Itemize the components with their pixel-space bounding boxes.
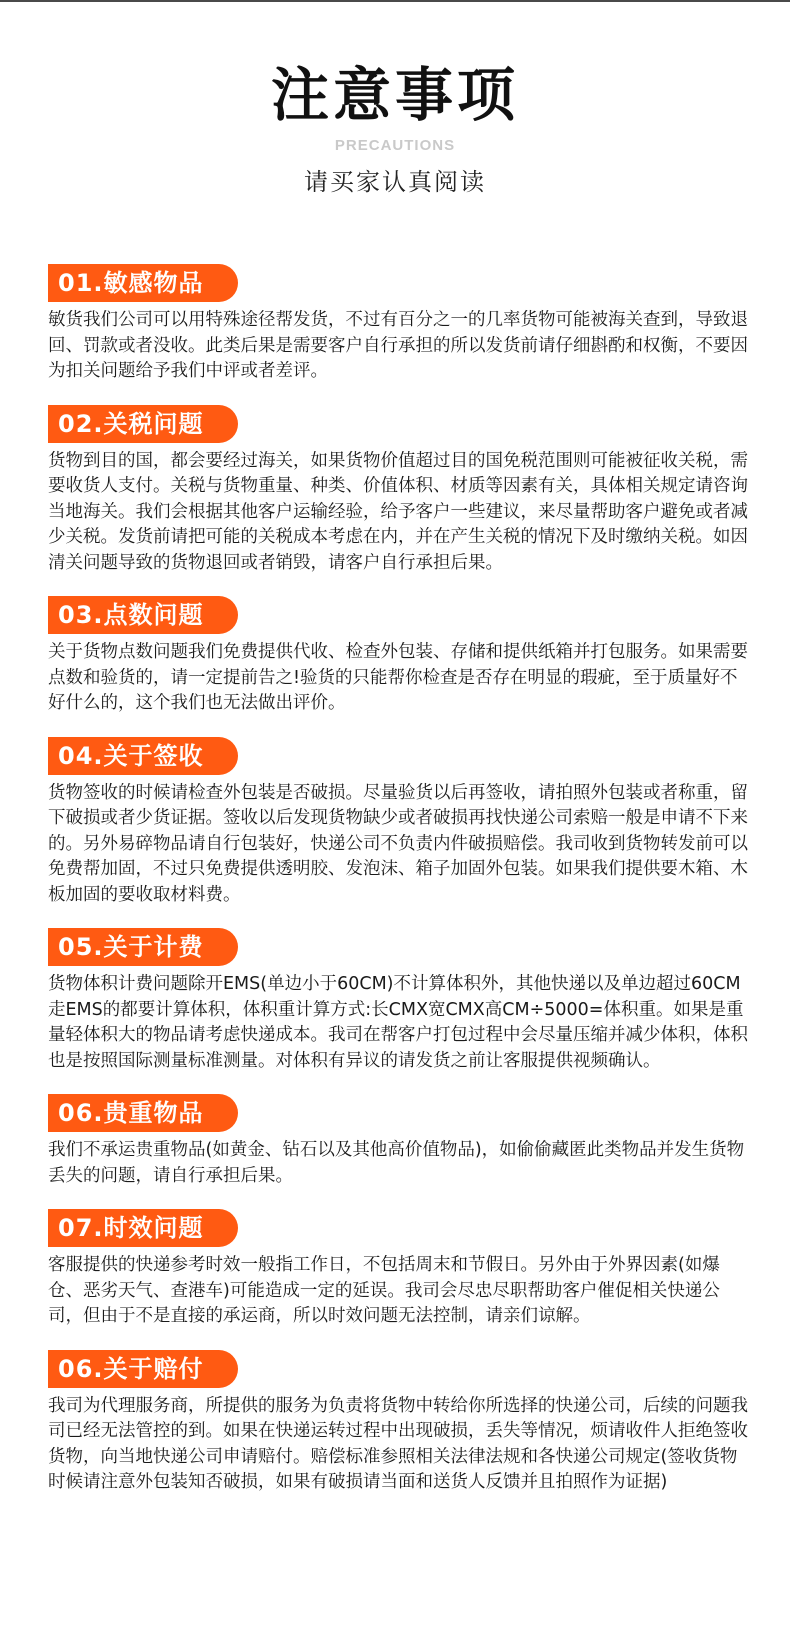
section-badge: 06.贵重物品 [48,1094,238,1132]
page-title: 注意事项 [270,61,519,129]
section-text: 敏货我们公司可以用特殊途径帮发货，不过有百分之一的几率货物可能被海关查到，导致退回、罚款或者没收。此类后果是需要客户自行承担的所以发货前请仔细斟酌和权衡，不要因为扣关问题给予我们中评或者差评。 [48,310,748,381]
section-badge: 07.时效问题 [48,1209,238,1247]
section-badge: 02.关税问题 [48,405,238,443]
section-badge: 06.关于赔付 [48,1350,238,1388]
section-delivery-time [48,1209,748,1330]
section-billing [48,928,748,1074]
section-badge: 01.敏感物品 [48,264,238,302]
section-badge: 04.关于签收 [48,737,238,775]
top-divider [0,0,790,2]
section-badge: 03.点数问题 [48,596,238,634]
precautions-list [48,264,748,1516]
section-text: 货物签收的时候请检查外包装是否破损。尽量验货以后再签收，请拍照外包装或者称重，留下破损或者少货证据。签收以后发现货物缺少或者破损再找快递公司索赔一般是申请不下来的。另外易碎物品请自行包装好，快递公司不负责内件破损赔偿。我司收到货物转发前可以免费帮加固，不过只免费提供透明胶、发泡沫、箱子加固外包装。如果我们提供要木箱、木板加固的要收取材料费。 [48,782,748,905]
section-text: 我司为代理服务商，所提供的服务为负责将货物中转给你所选择的快递公司，后续的问题我司已经无法管控的到。如果在快递运转过程中出现破损，丢失等情况，烦请收件人拒绝签收货物，向当地快递公司申请赔付。赔偿标准参照相关法律法规和各快递公司规定(签收货物时候请注意外包装知否破损，如果有破损请当面和送货人反馈并且拍照作为证据) [48,1395,748,1492]
section-text: 货物体积计费问题除开EMS(单边小于60CM)不计算体积外，其他快递以及单边超过60CM走EMS的都要计算体积，体积重计算方式:长CMX宽CMX高CM÷5000=体积重。如果是重量轻体积大的物品请考虑快递成本。我司在帮客户打包过程中会尽量压缩并减少体积，体积也是按照国际测量标准测量。对体积有异议的请发货之前让客服提供视频确认。 [48,974,748,1071]
section-receipt [48,737,748,909]
page-subtitle-english: PRECAUTIONS [334,137,456,154]
section-sensitive-goods [48,264,748,385]
section-customs-duty [48,405,748,577]
section-compensation [48,1350,748,1496]
page-subtitle-chinese: 请买家认真阅读 [304,168,486,196]
section-text: 我们不承运贵重物品(如黄金、钻石以及其他高价值物品)，如偷偷藏匿此类物品并发生货物丢失的问题，请自行承担后果。 [48,1140,745,1186]
section-text: 关于货物点数问题我们免费提供代收、检查外包装、存储和提供纸箱并打包服务。如果需要点数和验货的，请一定提前告之!验货的只能帮你检查是否存在明显的瑕疵，至于质量好不好什么的，这个我们也无法做出评价。 [48,642,748,713]
page-header [0,60,790,198]
section-text: 货物到目的国，都会要经过海关，如果货物价值超过目的国免税范围则可能被征收关税，需要收货人支付。关税与货物重量、种类、价值体积、材质等因素有关，具体相关规定请咨询当地海关。我们会根据其他客户运输经验，给予客户一些建议，来尽量帮助客户避免或者减少关税。发货前请把可能的关税成本考虑在内，并在产生关税的情况下及时缴纳关税。如因清关问题导致的货物退回或者销毁，请客户自行承担后果。 [48,450,748,573]
section-valuables [48,1094,748,1189]
section-counting [48,596,748,717]
section-text: 客服提供的快递参考时效一般指工作日，不包括周末和节假日。另外由于外界因素(如爆仓、恶劣天气、查港车)可能造成一定的延误。我司会尽忠尽职帮助客户催促相关快递公司，但由于不是直接的承运商，所以时效问题无法控制，请亲们谅解。 [48,1255,720,1326]
section-badge: 05.关于计费 [48,928,238,966]
